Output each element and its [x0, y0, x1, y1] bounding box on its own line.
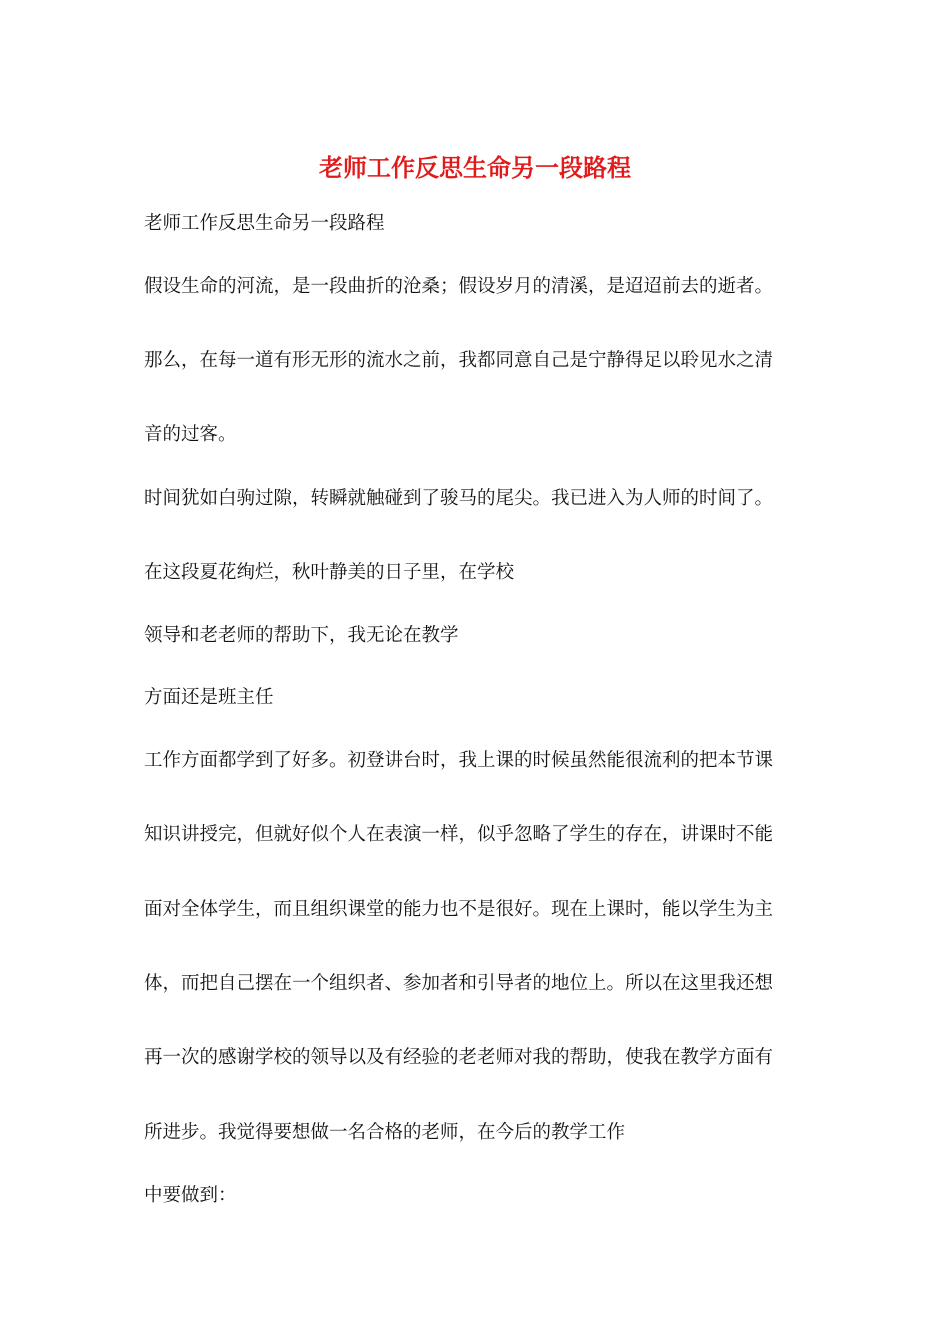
- paragraph-line: 中要做到：: [144, 1185, 237, 1206]
- paragraph-line: 方面还是班主任: [144, 687, 274, 708]
- paragraph-line: 音的过客。: [144, 424, 237, 445]
- paragraph-line: 再一次的感谢学校的领导以及有经验的老老师对我的帮助，使我在教学方面有: [144, 1047, 774, 1068]
- paragraph-line: 体，而把自己摆在一个组织者、参加者和引导者的地位上。所以在这里我还想: [144, 973, 774, 994]
- subtitle-line: 老师工作反思生命另一段路程: [144, 213, 385, 234]
- paragraph-line: 所进步。我觉得要想做一名合格的老师，在今后的教学工作: [144, 1122, 626, 1143]
- paragraph-line: 假设生命的河流，是一段曲折的沧桑；假设岁月的清溪，是迢迢前去的逝者。: [144, 276, 774, 297]
- paragraph-line: 知识讲授完，但就好似个人在表演一样，似乎忽略了学生的存在，讲课时不能: [144, 824, 774, 845]
- paragraph-line: 那么，在每一道有形无形的流水之前，我都同意自己是宁静得足以聆见水之清: [144, 350, 774, 371]
- paragraph-line: 在这段夏花绚烂，秋叶静美的日子里，在学校: [144, 562, 515, 583]
- paragraph-line: 面对全体学生，而且组织课堂的能力也不是很好。现在上课时，能以学生为主: [144, 899, 774, 920]
- paragraph-line: 工作方面都学到了好多。初登讲台时，我上课的时候虽然能很流利的把本节课: [144, 750, 774, 771]
- paragraph-line: 时间犹如白驹过隙，转瞬就触碰到了骏马的尾尖。我已进入为人师的时间了。: [144, 488, 774, 509]
- paragraph-line: 领导和老老师的帮助下，我无论在教学: [144, 625, 459, 646]
- document-title: 老师工作反思生命另一段路程: [319, 153, 631, 182]
